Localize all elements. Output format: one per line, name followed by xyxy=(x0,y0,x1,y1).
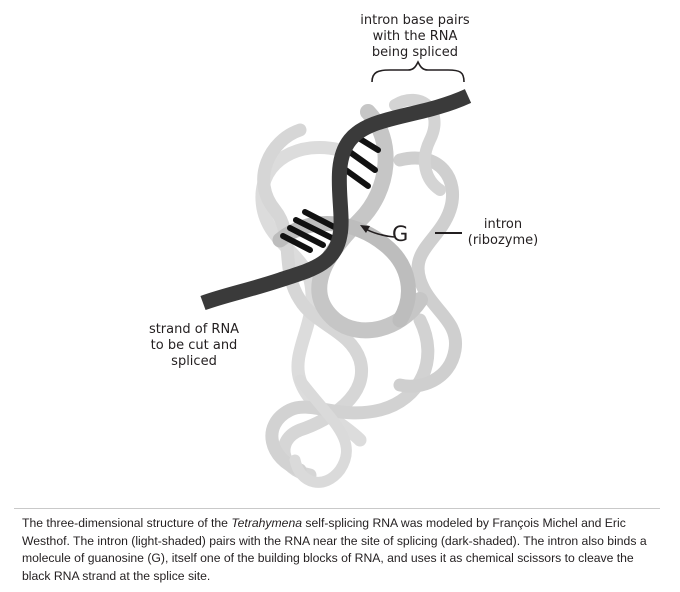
label-intron-ribozyme xyxy=(448,217,558,249)
label-rna-strand xyxy=(134,322,254,370)
label-intron-base-pairs xyxy=(350,13,480,61)
label-line: intron xyxy=(483,217,523,232)
label-line: being spliced xyxy=(371,45,459,60)
label-guanosine: G xyxy=(392,222,409,246)
caption-text-rest: self-splicing RNA was modeled by François Michel and Eric Westhof. The intron (light-shaded) pairs with the RNA near the site of splicing (dark-shaded). The intron also binds a molecule of guanosine (G), itself one of the building blocks of RNA, and uses it as chemical scissors to cleave the black RNA strand at the splice site. xyxy=(22,516,647,583)
label-line: intron base pairs xyxy=(360,13,470,28)
label-line: strand of RNA xyxy=(148,322,240,337)
caption-text-start: The three-dimensional structure of the xyxy=(22,516,232,530)
caption-italic-genus: Tetrahymena xyxy=(231,516,303,530)
figure-caption xyxy=(22,515,652,585)
label-line: to be cut and xyxy=(150,338,238,353)
caption-divider xyxy=(14,508,660,509)
label-line: spliced xyxy=(171,354,217,369)
label-bracket xyxy=(372,62,464,82)
label-line: with the RNA xyxy=(372,29,458,44)
label-line: (ribozyme) xyxy=(467,233,539,248)
